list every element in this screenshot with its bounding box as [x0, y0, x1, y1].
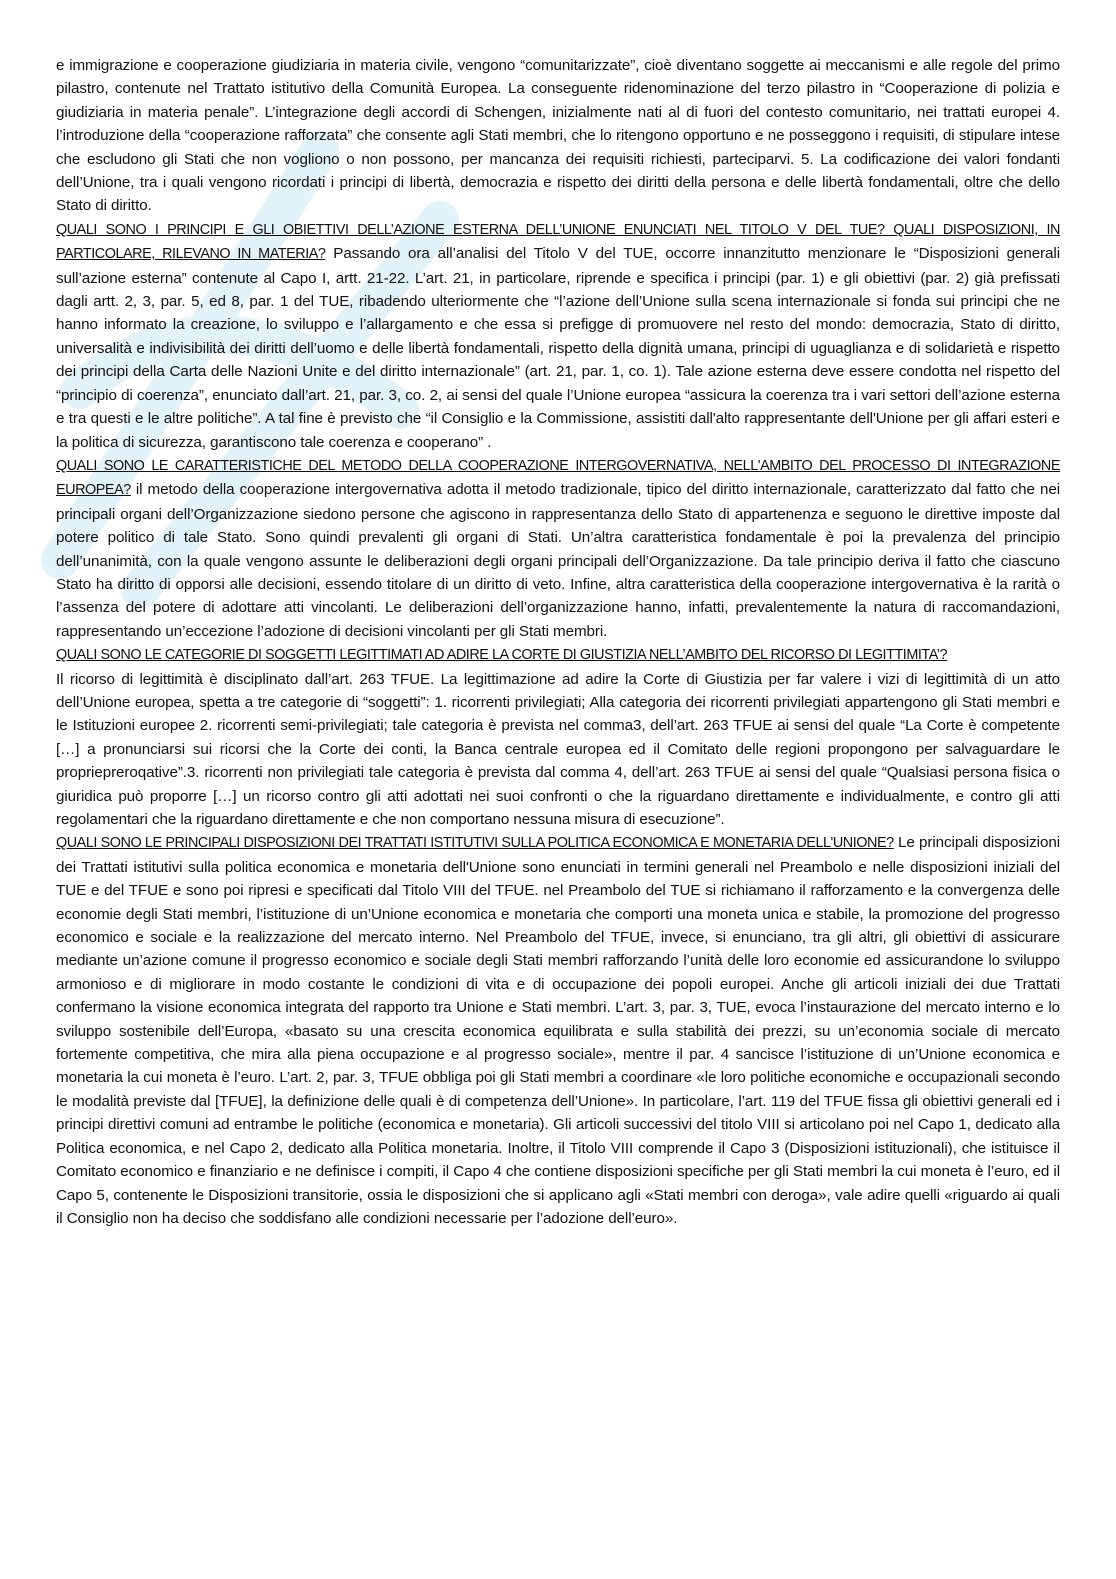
section-question-2: QUALI SONO LE CARATTERISTICHE DEL METODO DELLA COOPERAZIONE INTERGOVERNATIVA, NELL'AMBITO DEL PROCESSO DI INTEGRAZIONE EUROPEA?: [56, 457, 1060, 499]
intro-paragraph: e immigrazione e cooperazione giudiziaria in materia civile, vengono “comunitarizzate”, cioè diventano soggette ai meccanismi e alle regole del primo pilastro, contenute nel Trattato istitutivo della Comunità Europea. La conseguente ridenominazione del terzo pilastro in “Cooperazione di polizia e giudiziaria in materia penale”. L’integrazione degli accordi di Schengen, inizialmente nati al di fuori del contesto comunitario, nei trattati europei 4. l’introduzione della “cooperazione rafforzata” che consente agli Stati membri, che lo ritengono opportuno e ne posseggono i requisiti, di stipulare intese che escludono gli Stati che non vogliono o non possono, per mancanza dei requisiti richiesti, parteciparvi. 5. La codificazione dei valori fondanti dell’Unione, tra i quali vengono ricordati i principi di libertà, democrazia e rispetto dei diritti della persona e delle libertà fondamentali, oltre che dello Stato di diritto.: [56, 57, 1060, 215]
section-paragraph-2: [56, 454, 1060, 643]
section-question-1: QUALI SONO I PRINCIPI E GLI OBIETTIVI DELL’AZIONE ESTERNA DELL’UNIONE ENUNCIATI NEL TITOLO V DEL TUE? QUALI DISPOSIZIONI, IN PARTICOLARE, RILEVANO IN MATERIA?: [56, 221, 1060, 263]
section-question-4: QUALI SONO LE PRINCIPALI DISPOSIZIONI DEI TRATTATI ISTITUTIVI SULLA POLITICA ECONOMICA E MONETARIA DELL'UNIONE?: [56, 835, 894, 852]
section-answer-2: il metodo della cooperazione intergovernativa adotta il metodo tradizionale, tipico del diritto internazionale, caratterizzato dal fatto che nei principali organi dell’Organizzazione siedono persone che agiscono in rappresentanza dello Stato di appartenenza e seguono le direttive imposte dal potere politico di tale Stato. Sono quindi prevalenti gli organi di Stati. Un’altra caratteristica fondamentale è poi la prevalenza del principio dell’unanimità, con la quale vengono assunte le deliberazioni degli organi principali dell’Organizzazione. Da tale principio deriva il fatto che ciascuno Stato ha diritto di opporsi alle decisioni, essendo titolare di un diritto di veto. Infine, altra caratteristica della cooperazione intergovernativa è la rarità o l’assenza del potere di adottare atti vincolanti. Le deliberazioni dell’organizzazione hanno, infatti, prevalentemente la natura di raccomandazioni, rappresentando un’eccezione l’adozione di decisioni vincolanti per gli Stati membri.: [56, 481, 1060, 640]
section-answer-1: Passando ora all’analisi del Titolo V del TUE, occorre innanzitutto menzionare le “Disposizioni generali sull’azione esterna” contenute al Capo I, artt. 21-22. L’art. 21, in particolare, riprende e specifica i principi (par. 1) e gli obiettivi (par. 2) già prefissati dagli artt. 2, 3, par. 5, ed 8, par. 1 del TUE, ribadendo ulteriormente che “l’azione dell’Unione sulla scena internazionale si fonda sui principi che ne hanno informato la creazione, lo sviluppo e l’allargamento e che essa si prefigge di promuovere nel resto del mondo: democrazia, Stato di diritto, universalità e indivisibilità dei diritti dell’uomo e delle libertà fondamentali, rispetto della dignità umana, principi di uguaglianza e di solidarietà e rispetto dei principi della Carta delle Nazioni Unite e del diritto internazionale” (art. 21, par. 1, co. 1). Tale azione esterna deve essere condotta nel rispetto del “principio di coerenza”, enunciato dall’art. 21, par. 3, co. 2, ai sensi del quale l’Unione europea “assicura la coerenza tra i vari settori dell’azione esterna e tra questi e le altre politiche”. A tal fine è previsto che “il Consiglio e la Commissione, assistiti dall'alto rappresentante dell'Unione per gli affari esteri e la politica di sicurezza, garantiscono tale coerenza e cooperano” .: [56, 245, 1060, 451]
section-question-3: QUALI SONO LE CATEGORIE DI SOGGETTI LEGITTIMATI AD ADIRE LA CORTE DI GIUSTIZIA NELL’AMBITO DEL RICORSO DI LEGITTIMITA’?: [56, 647, 948, 664]
section-answer-3: Il ricorso di legittimità è disciplinato dall’art. 263 TFUE. La legittimazione ad adire la Corte di Giustizia per far valere i vizi di legittimità di un atto dell’Unione europea, spetta a tre categorie di “soggetti”: 1. ricorrenti privilegiati; Alla categoria dei ricorrenti privilegiati appartengono gli Stati membri e le Istituzioni europee 2. ricorrenti semi-privilegiati; tale categoria è prevista nel comma3, dell’art. 263 TFUE ai sensi del quale “La Corte è competente […] a pronunciarsi sui ricorsi che la Corte dei conti, la Banca centrale europea ed il Comitato delle regioni propongono per salvaguardare le propriepreroqative”.3. ricorrenti non privilegiati tale categoria è prevista dal comma 4, dell’art. 263 TFUE ai sensi del quale “Qualsiasi persona fisica o giuridica può proporre […] un ricorso contro gli atti adottati nei suoi confronti o che la riguardano direttamente e individualmente, e contro gli atti regolamentari che la riguardano direttamente e che non comportano nessuna misura di esecuzione”.: [56, 670, 1060, 828]
section-paragraph-1: [56, 218, 1060, 454]
section-question-3-block: [56, 643, 1060, 667]
section-paragraph-4: [56, 831, 1060, 1230]
section-answer-4: Le principali disposizioni dei Trattati istitutivi sulla politica economica e monetaria dell'Unione sono enunciati in termini generali nel Preambolo e nelle disposizioni iniziali del TUE e del TFUE e sono poi ripresi e specificati dal Titolo VIII del TFUE. nel Preambolo del TUE si richiamano il rafforzamento e la convergenza delle economie degli Stati membri, l’istituzione di un’Unione economica e monetaria che comporti una moneta unica e stabile, la promozione del progresso economico e sociale e la realizzazione del mercato interno. Nel Preambolo del TFUE, invece, si enunciano, tra gli altri, gli obiettivi di assicurare mediante un’azione comune il progresso economico e sociale degli Stati membri rafforzando l’unità delle loro economie ed assicurandone lo sviluppo armonioso e di migliorare in modo costante le condizioni di vita e di occupazione dei popoli europei. Anche gli articoli iniziali dei due Trattati confermano la visione economica integrata del rapporto tra Unione e Stati membri. L’art. 3, par. 3, TUE, evoca l’instaurazione del mercato interno e lo sviluppo sostenibile dell’Europa, «basato su una crescita economica equilibrata e sulla stabilità dei prezzi, su un’economia sociale di mercato fortemente competitiva, che mira alla piena occupazione e al progresso sociale», mentre il par. 4 sancisce l’istituzione di un’Unione economica e monetaria la cui moneta è l’euro. L’art. 2, par. 3, TFUE obbliga poi gli Stati membri a coordinare «le loro politiche economiche e occupazionali secondo le modalità previste dal [TFUE], la definizione delle quali è di competenza dell’Unione». In particolare, l’art. 119 del TFUE fissa gli obiettivi generali ed i principi direttivi comuni ad entrambe le politiche (economica e monetaria). Gli articoli successivi del titolo VIII si articolano poi nel Capo 1, dedicato alla Politica economica, e nel Capo 2, dedicato alla Politica monetaria. Inoltre, il Titolo VIII comprende il Capo 3 (Disposizioni istituzionali), che istituisce il Comitato economico e finanziario e ne definisce i compiti, il Capo 4 che contiene disposizioni specifiche per gli Stati membri la cui moneta è l’euro, ed il Capo 5, contenente le Disposizioni transitorie, ossia le disposizioni che si applicano agli «Stati membri con deroga», vale adire quelli «riguardo ai quali il Consiglio non ha deciso che soddisfano alle condizioni necessarie per l’adozione dell’euro».: [56, 834, 1061, 1227]
document-text: [56, 54, 1060, 1230]
